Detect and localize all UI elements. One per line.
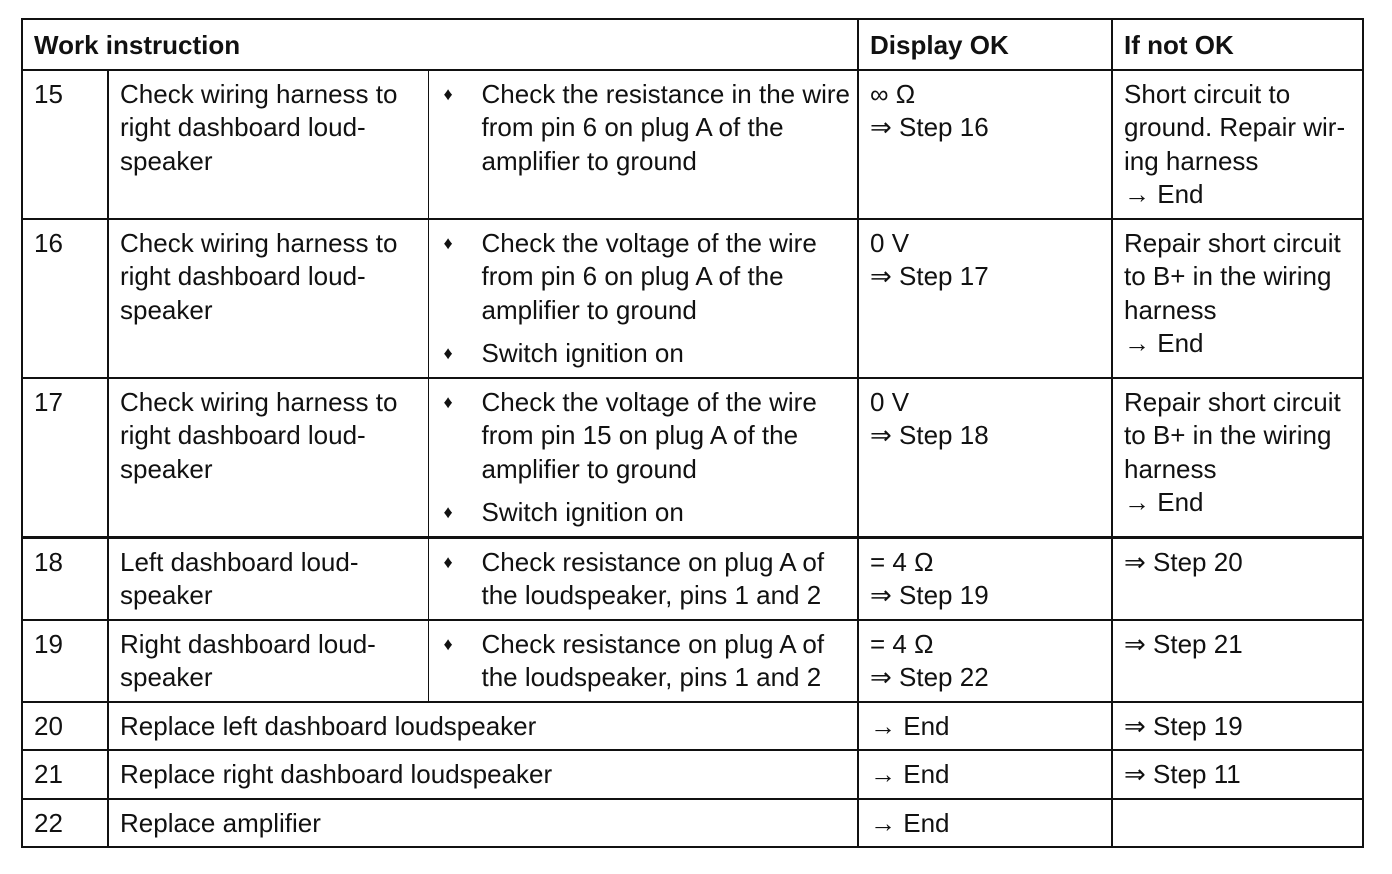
- if-not-ok-cell: [1112, 750, 1363, 799]
- display-ok-line: ⇒ Step 16: [870, 112, 989, 142]
- table-row: [22, 70, 1363, 219]
- instruction-item: [440, 496, 848, 530]
- if-not-ok-line: to B+ in the wiring: [1124, 420, 1332, 450]
- component-line: Check wiring harness to: [120, 227, 398, 258]
- component-line: Right dashboard loud-: [120, 628, 376, 659]
- header-display-ok: Display OK: [858, 19, 1112, 70]
- if-not-ok-line: → End: [1124, 179, 1204, 209]
- component-line: speaker: [120, 453, 213, 484]
- if-not-ok-line: harness: [1124, 294, 1217, 325]
- if-not-ok-cell: [1112, 620, 1363, 702]
- if-not-ok-line: → End: [1124, 328, 1204, 358]
- component-line: speaker: [120, 580, 213, 610]
- if-not-ok-line: ⇒ Step 11: [1124, 759, 1241, 789]
- instruction-line: amplifier to ground: [481, 145, 697, 176]
- table-row: [22, 620, 1363, 702]
- if-not-ok-cell: [1112, 70, 1363, 219]
- instruction-line: Switch ignition on: [481, 497, 684, 527]
- action-cell: Replace left dashboard loudspeaker: [108, 702, 858, 751]
- instruction-line: Check the voltage of the wire: [481, 227, 817, 258]
- instruction-item: [440, 386, 848, 487]
- instruction-cell: [428, 219, 858, 378]
- action-cell: Replace right dashboard loudspeaker: [108, 750, 858, 799]
- work-instruction-table: [21, 18, 1364, 848]
- display-ok-line: ⇒ Step 19: [870, 580, 989, 610]
- component-cell: [108, 620, 428, 702]
- instruction-item: [440, 337, 848, 371]
- instruction-line: amplifier to ground: [481, 294, 697, 325]
- display-ok-line: 0 V: [870, 386, 910, 417]
- if-not-ok-line: ⇒ Step 21: [1124, 628, 1243, 659]
- if-not-ok-line: Short circuit to: [1124, 78, 1291, 109]
- display-ok-cell: [858, 750, 1112, 799]
- if-not-ok-cell: [1112, 537, 1363, 620]
- instruction-line: Switch ignition on: [481, 338, 684, 368]
- if-not-ok-line: Repair short circuit: [1124, 227, 1341, 258]
- display-ok-line: ⇒ Step 18: [870, 420, 989, 450]
- display-ok-line: ⇒ Step 22: [870, 662, 989, 692]
- table-row: [22, 537, 1363, 620]
- instruction-line: Check resistance on plug A of: [481, 546, 825, 577]
- diamond-bullet-icon: ♦: [443, 502, 453, 522]
- instruction-item: [440, 227, 848, 328]
- step-number: 19: [22, 620, 108, 702]
- if-not-ok-line: ⇒ Step 19: [1124, 710, 1243, 741]
- instruction-cell: [428, 378, 858, 538]
- if-not-ok-line: to B+ in the wiring: [1124, 261, 1332, 291]
- instruction-line: from pin 6 on plug A of the: [481, 261, 784, 291]
- instruction-line: the loudspeaker, pins 1 and 2: [481, 580, 822, 610]
- step-number: 16: [22, 219, 108, 378]
- display-ok-cell: [858, 702, 1112, 751]
- if-not-ok-cell: [1112, 799, 1363, 848]
- display-ok-cell: [858, 799, 1112, 848]
- if-not-ok-line: harness: [1124, 453, 1217, 484]
- component-cell: [108, 378, 428, 538]
- display-ok-cell: [858, 620, 1112, 702]
- component-cell: [108, 70, 428, 219]
- diamond-bullet-icon: ♦: [443, 391, 453, 412]
- instruction-cell: [428, 620, 858, 702]
- component-line: right dashboard loud-: [120, 261, 366, 291]
- diamond-bullet-icon: ♦: [443, 232, 453, 253]
- display-ok-cell: [858, 537, 1112, 620]
- if-not-ok-cell: [1112, 702, 1363, 751]
- diamond-bullet-icon: ♦: [443, 343, 453, 363]
- if-not-ok-line: ⇒ Step 20: [1124, 546, 1243, 577]
- header-work-instruction: Work instruction: [22, 19, 858, 70]
- if-not-ok-line: ing harness: [1124, 145, 1259, 176]
- instruction-cell: [428, 537, 858, 620]
- diamond-bullet-icon: ♦: [443, 551, 453, 572]
- step-number: 20: [22, 702, 108, 751]
- diamond-bullet-icon: ♦: [443, 83, 453, 104]
- instruction-item: [440, 628, 848, 695]
- table-row: [22, 378, 1363, 538]
- if-not-ok-line: Repair short circuit: [1124, 386, 1341, 417]
- header-if-not-ok: If not OK: [1112, 19, 1363, 70]
- component-line: Left dashboard loud-: [120, 546, 359, 577]
- instruction-line: from pin 15 on plug A of the: [481, 420, 799, 450]
- display-ok-cell: [858, 70, 1112, 219]
- instruction-line: Check resistance on plug A of: [481, 628, 825, 659]
- display-ok-line: → End: [870, 807, 950, 838]
- display-ok-cell: [858, 378, 1112, 538]
- table-header-row: [22, 19, 1363, 70]
- component-line: speaker: [120, 294, 213, 325]
- step-number: 17: [22, 378, 108, 538]
- display-ok-line: ∞ Ω: [870, 78, 916, 109]
- diamond-bullet-icon: ♦: [443, 633, 453, 654]
- if-not-ok-line: ground. Repair wir-: [1124, 112, 1346, 142]
- instruction-line: the loudspeaker, pins 1 and 2: [481, 662, 822, 692]
- display-ok-line: ⇒ Step 17: [870, 261, 989, 291]
- component-line: speaker: [120, 145, 213, 176]
- step-number: 15: [22, 70, 108, 219]
- step-number: 18: [22, 537, 108, 620]
- component-line: right dashboard loud-: [120, 112, 366, 142]
- component-line: Check wiring harness to: [120, 386, 398, 417]
- component-line: Check wiring harness to: [120, 78, 398, 109]
- instruction-item: [440, 78, 851, 179]
- display-ok-line: → End: [870, 710, 950, 741]
- table-row: [22, 219, 1363, 378]
- table-row: [22, 750, 1363, 799]
- step-number: 21: [22, 750, 108, 799]
- table-row: [22, 799, 1363, 848]
- display-ok-line: → End: [870, 759, 950, 789]
- instruction-line: Check the voltage of the wire: [481, 386, 817, 417]
- if-not-ok-cell: [1112, 219, 1363, 378]
- instruction-cell: [428, 70, 858, 219]
- component-line: right dashboard loud-: [120, 420, 366, 450]
- component-line: speaker: [120, 662, 213, 692]
- if-not-ok-cell: [1112, 378, 1363, 538]
- display-ok-line: = 4 Ω: [870, 546, 934, 577]
- step-number: 22: [22, 799, 108, 848]
- action-cell: Replace amplifier: [108, 799, 858, 848]
- instruction-item: [440, 546, 848, 613]
- work-instruction-table-container: [21, 18, 1364, 848]
- instruction-line: from pin 6 on plug A of the: [481, 112, 784, 142]
- table-row: [22, 702, 1363, 751]
- display-ok-line: 0 V: [870, 227, 910, 258]
- display-ok-cell: [858, 219, 1112, 378]
- display-ok-line: = 4 Ω: [870, 628, 934, 659]
- instruction-line: Check the resistance in the wire: [481, 78, 851, 109]
- component-cell: [108, 219, 428, 378]
- if-not-ok-line: → End: [1124, 487, 1204, 517]
- component-cell: [108, 537, 428, 620]
- instruction-line: amplifier to ground: [481, 453, 697, 484]
